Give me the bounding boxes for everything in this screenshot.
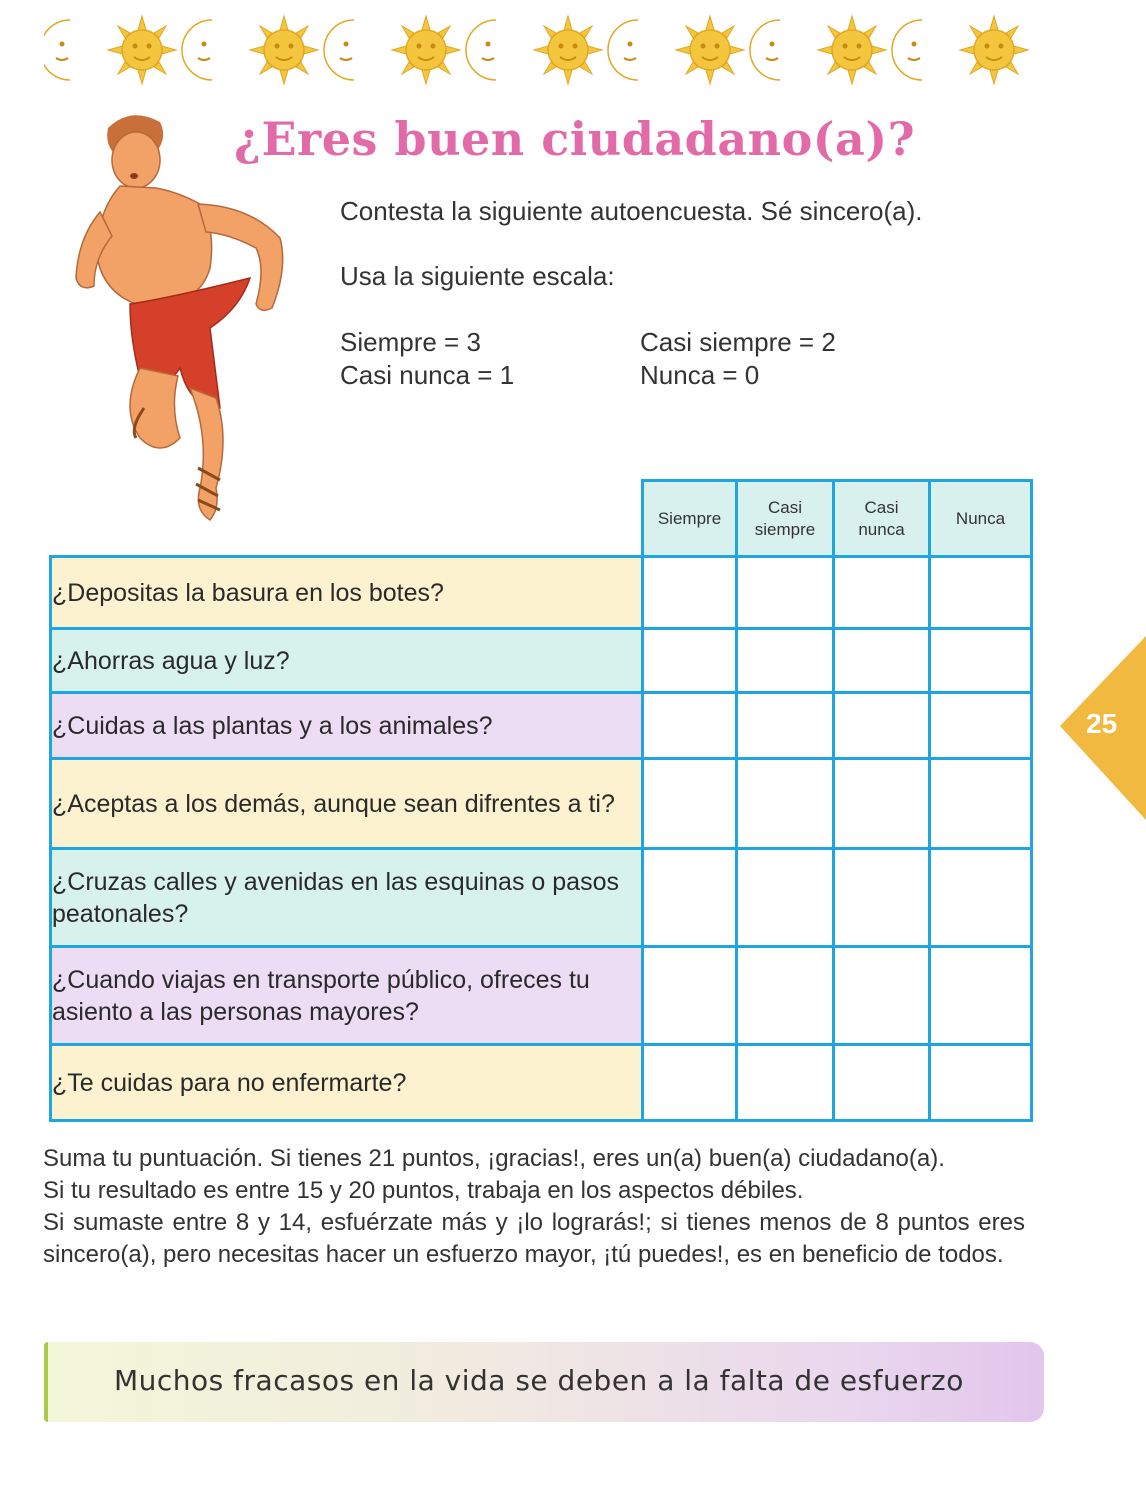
scale-siempre: Siempre = 3 (340, 327, 481, 357)
page-title: ¿Eres buen ciudadano(a)? (234, 112, 916, 166)
table-header-row (51, 481, 1032, 557)
sun-icon (534, 16, 602, 84)
result-line-1: Suma tu puntuación. Si tienes 21 puntos, ¡gracias!, eres un(a) buen(a) ciudadano(a). (43, 1145, 945, 1172)
moon-icon (892, 20, 922, 80)
question-cell: ¿Ahorras agua y luz? (51, 629, 643, 693)
answer-cell-casi-nunca[interactable] (834, 1045, 930, 1121)
answer-cell-casi-siempre[interactable] (737, 759, 834, 849)
question-cell: ¿Cruzas calles y avenidas en las esquinas o pasos peatonales? (51, 849, 643, 947)
scale-casi-nunca: Casi nunca = 1 (340, 360, 515, 390)
moon-icon (324, 20, 354, 80)
answer-cell-nunca[interactable] (930, 947, 1032, 1045)
table-row (51, 947, 1032, 1045)
scale-casi-siempre: Casi siempre = 2 (640, 327, 836, 357)
answer-cell-casi-siempre[interactable] (737, 557, 834, 629)
decorative-border (44, 14, 1034, 86)
answer-cell-casi-nunca[interactable] (834, 759, 930, 849)
answer-cell-casi-siempre[interactable] (737, 947, 834, 1045)
answer-cell-casi-nunca[interactable] (834, 947, 930, 1045)
motto-text: Muchos fracasos en la vida se deben a la falta de esfuerzo (114, 1364, 964, 1397)
table-row (51, 629, 1032, 693)
answer-cell-siempre[interactable] (643, 693, 737, 759)
results-text (43, 1143, 1025, 1271)
answer-cell-siempre[interactable] (643, 849, 737, 947)
answer-cell-casi-siempre[interactable] (737, 629, 834, 693)
table-row (51, 1045, 1032, 1121)
moon-icon (750, 20, 780, 80)
moon-icon (182, 20, 212, 80)
motto-banner (44, 1342, 1044, 1422)
column-header-nunca: Nunca (930, 481, 1032, 557)
answer-cell-siempre[interactable] (643, 1045, 737, 1121)
scale-nunca: Nunca = 0 (640, 360, 760, 390)
moon-icon (608, 20, 638, 80)
table-row (51, 849, 1032, 947)
table-row (51, 557, 1032, 629)
answer-cell-casi-nunca[interactable] (834, 849, 930, 947)
question-cell: ¿Cuidas a las plantas y a los animales? (51, 693, 643, 759)
running-man-illustration (60, 108, 300, 528)
sun-icon (108, 16, 176, 84)
answer-cell-casi-nunca[interactable] (834, 693, 930, 759)
answer-cell-nunca[interactable] (930, 759, 1032, 849)
table-row (51, 693, 1032, 759)
column-header-siempre: Siempre (643, 481, 737, 557)
answer-cell-siempre[interactable] (643, 557, 737, 629)
answer-cell-nunca[interactable] (930, 1045, 1032, 1121)
scale-left (340, 326, 514, 392)
answer-cell-casi-nunca[interactable] (834, 557, 930, 629)
table-row (51, 759, 1032, 849)
instruction-text: Contesta la siguiente autoencuesta. Sé sincero(a). (340, 196, 923, 226)
result-line-3: Si sumaste entre 8 y 14, esfuérzate más y ¡lo lograrás!; si tienes menos de 8 puntos eres sincero(a), pero necesitas hacer un esfuerzo mayor, ¡tú puedes!, es en beneficio de todos. (43, 1209, 1025, 1268)
answer-cell-nunca[interactable] (930, 849, 1032, 947)
scale-right (640, 326, 836, 392)
answer-cell-casi-siempre[interactable] (737, 849, 834, 947)
answer-cell-casi-siempre[interactable] (737, 1045, 834, 1121)
answer-cell-casi-siempre[interactable] (737, 693, 834, 759)
sun-icon (818, 16, 886, 84)
sun-icon (250, 16, 318, 84)
question-cell: ¿Depositas la basura en los botes? (51, 557, 643, 629)
question-cell: ¿Cuando viajas en transporte público, ofreces tu asiento a las personas mayores? (51, 947, 643, 1045)
answer-cell-siempre[interactable] (643, 629, 737, 693)
moon-icon (466, 20, 496, 80)
column-header-casi-siempre: Casi siempre (737, 481, 834, 557)
result-line-2: Si tu resultado es entre 15 y 20 puntos, trabaja en los aspectos débiles. (43, 1177, 804, 1204)
answer-cell-nunca[interactable] (930, 629, 1032, 693)
survey-table (49, 479, 1030, 1125)
sun-icon (960, 16, 1028, 84)
answer-cell-nunca[interactable] (930, 693, 1032, 759)
page-number: 25 (1086, 708, 1118, 739)
question-cell: ¿Te cuidas para no enfermarte? (51, 1045, 643, 1121)
sun-icon (676, 16, 744, 84)
column-header-casi-nunca: Casi nunca (834, 481, 930, 557)
sun-icon (392, 16, 460, 84)
answer-cell-casi-nunca[interactable] (834, 629, 930, 693)
moon-icon (44, 20, 70, 80)
answer-cell-nunca[interactable] (930, 557, 1032, 629)
question-cell: ¿Aceptas a los demás, aunque sean difrentes a ti? (51, 759, 643, 849)
answer-cell-siempre[interactable] (643, 947, 737, 1045)
answer-cell-siempre[interactable] (643, 759, 737, 849)
scale-intro: Usa la siguiente escala: (340, 261, 615, 291)
